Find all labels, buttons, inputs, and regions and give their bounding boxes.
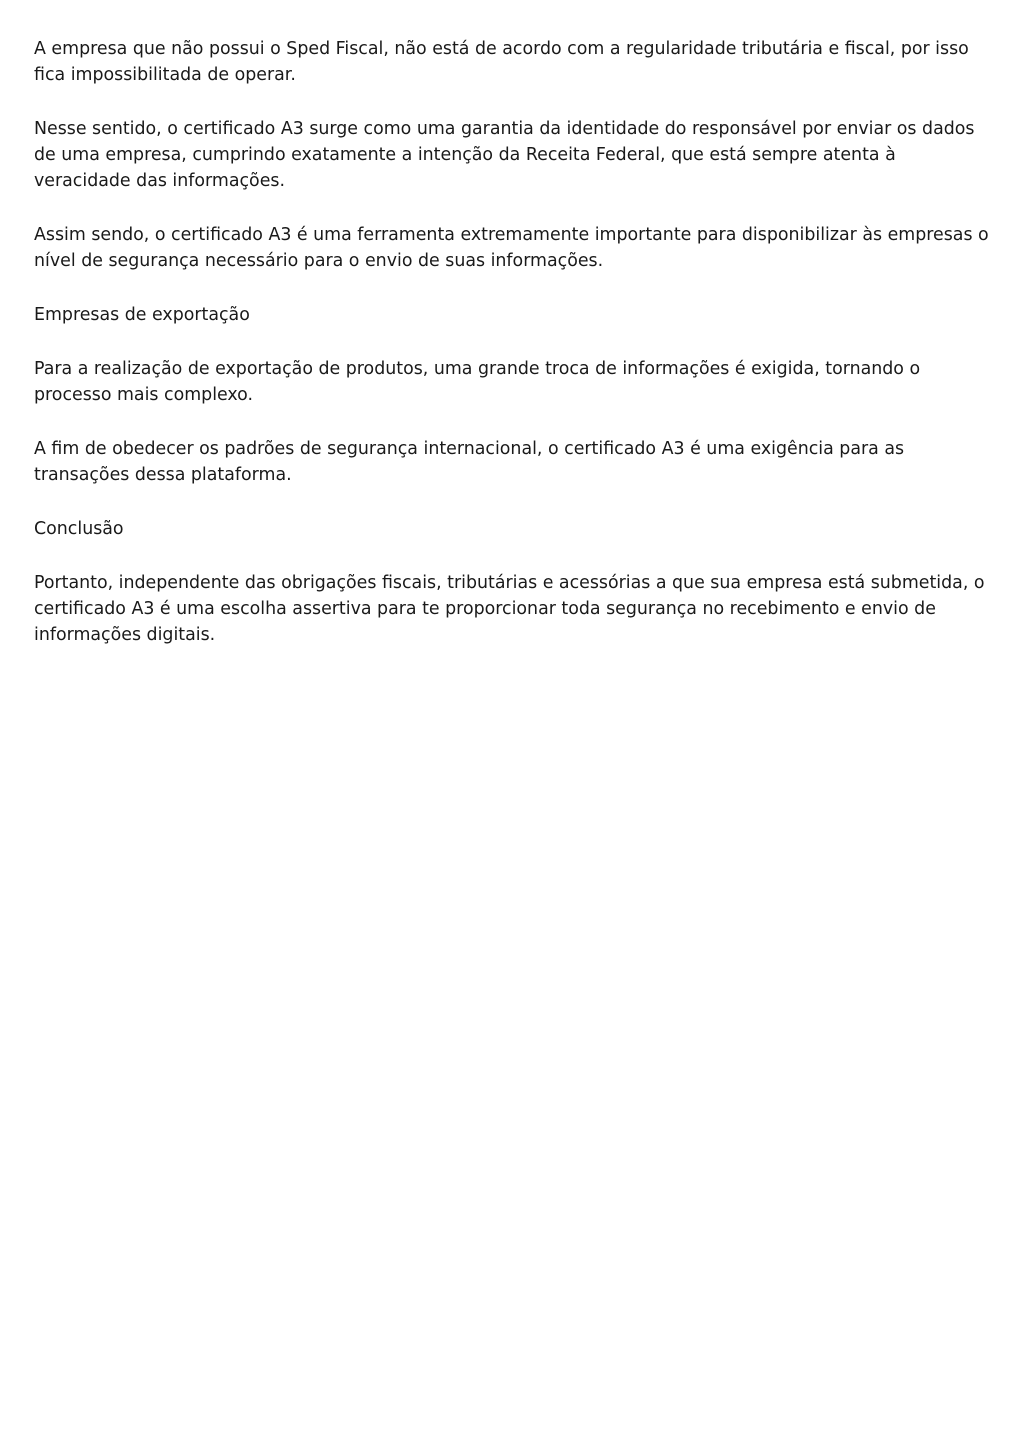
paragraph-padroes-internacionais: A fim de obedecer os padrões de segurança internacional, o certificado A3 é uma exigência para as transações dessa plataforma. [34,439,905,485]
section-heading-exportacao: Empresas de exportação [34,305,250,325]
paragraph-exportacao-produtos: Para a realização de exportação de produtos, uma grande troca de informações é exigida, tornando o processo mais complexo. [34,359,921,405]
paragraph-ferramenta-seguranca: Assim sendo, o certificado A3 é uma ferramenta extremamente importante para disponibilizar às empresas o nível de segurança necessário para o envio de suas informações. [34,225,989,271]
paragraph-conclusao: Portanto, independente das obrigações fiscais, tributárias e acessórias a que sua empresa está submetida, o certificado A3 é uma escolha assertiva para te proporcionar toda segurança no recebimento e envio de informações digitais. [34,573,985,645]
document-page [34,36,994,676]
paragraph-sped-fiscal: A empresa que não possui o Sped Fiscal, não está de acordo com a regularidade tributária e fiscal, por isso fica impossibilitada de operar. [34,39,969,85]
paragraph-certificado-identidade: Nesse sentido, o certificado A3 surge como uma garantia da identidade do responsável por enviar os dados de uma empresa, cumprindo exatamente a intenção da Receita Federal, que está sempre atenta à veracidade das informações. [34,119,975,191]
section-heading-conclusao: Conclusão [34,519,124,539]
